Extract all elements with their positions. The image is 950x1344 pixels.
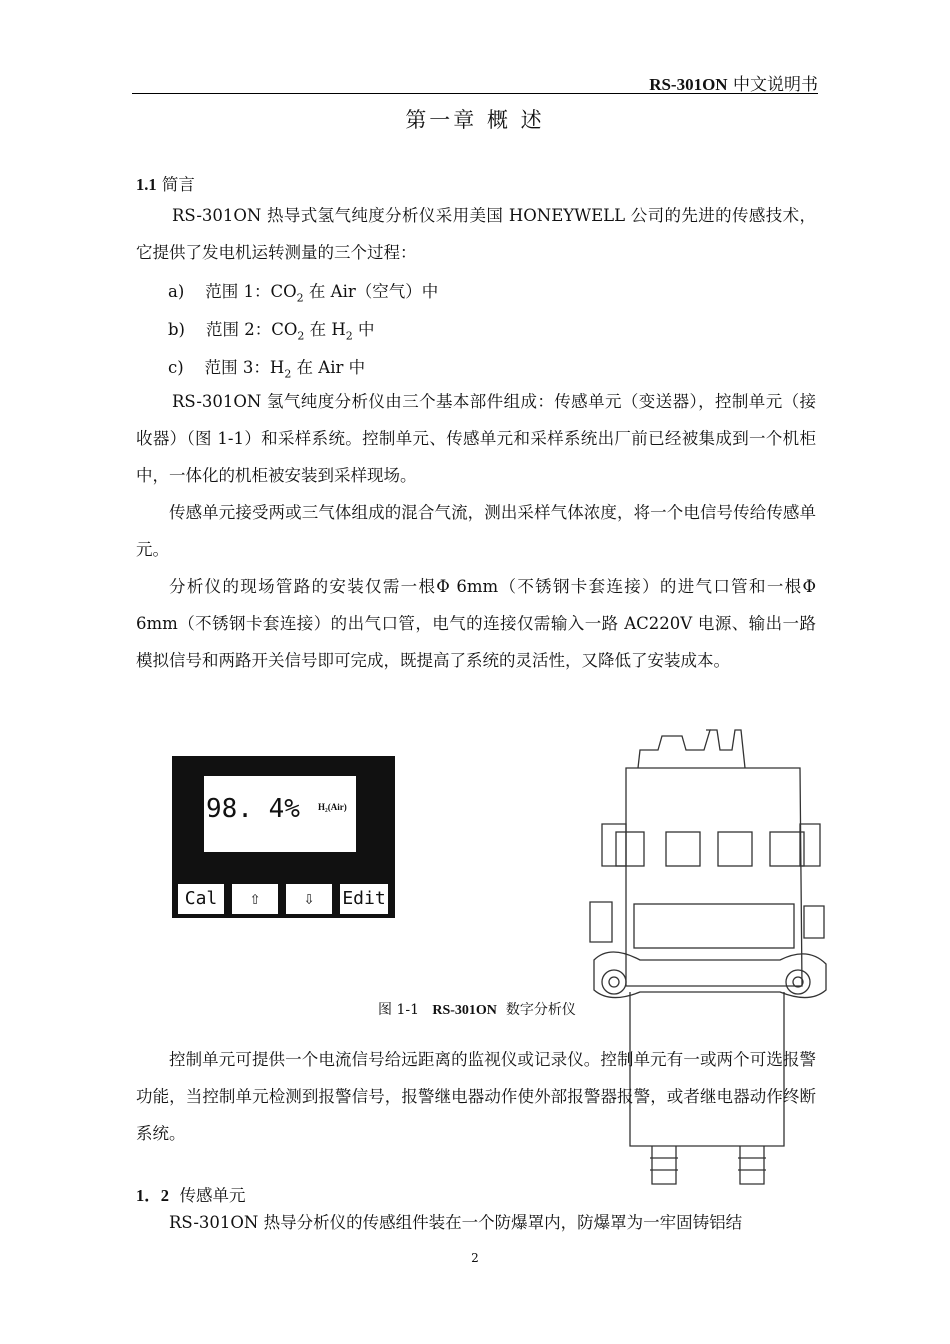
range-text: H xyxy=(269,358,285,377)
section-number: 1．2 xyxy=(136,1186,169,1205)
paragraph-control-unit: 控制单元可提供一个电流信号给远距离的监视仪或记录仪。控制单元有一或两个可选报警功能，当控制单元检测到报警信号，报警继电器动作使外部报警器报警，或者继电器动作终断系统。 xyxy=(136,1050,816,1143)
figure-text: 数字分析仪 xyxy=(505,1002,576,1018)
range-text: 在 Air 中 xyxy=(291,358,366,377)
housing-upper-body xyxy=(626,768,802,986)
header-model: RS-301ON xyxy=(649,75,728,94)
range-sub: 2 xyxy=(297,329,305,343)
paragraph-installation: 分析仪的现场管路的安装仅需一根Φ 6mm（不锈钢卡套连接）的进气口管和一根Φ 6mm（不锈钢卡套连接）的出气口管，电气的连接仅需输入一路 AC220V 电源、输出一路模拟信号和两路开关信号即可完成，既提高了系统的灵活性，又降低了安装成本。 xyxy=(136,577,816,670)
range-sub: 2 xyxy=(284,367,292,381)
range-text: 中 xyxy=(352,320,375,339)
running-header xyxy=(132,70,818,95)
mounting-flange xyxy=(594,952,826,998)
figure-number: 图 1-1 xyxy=(378,1002,419,1018)
range-item-c xyxy=(168,354,365,380)
cal-key[interactable]: Cal xyxy=(178,884,224,914)
range-label: 范围 3： xyxy=(204,358,270,377)
down-arrow-key[interactable]: ⇩ xyxy=(286,884,332,914)
range-text: CO xyxy=(270,282,297,301)
paragraph-intro: RS-301ON 热导式氢气纯度分析仪采用美国 HONEYWELL 公司的先进的传感技术，它提供了发电机运转测量的三个过程： xyxy=(136,206,816,262)
label-plate xyxy=(634,904,794,948)
conduit-bosses xyxy=(590,902,824,942)
reading-unit: H₂(Air) xyxy=(318,802,347,812)
section-title: 传感单元 xyxy=(179,1186,246,1205)
top-lug-right xyxy=(710,730,745,768)
purity-reading: 98. 4% xyxy=(206,794,300,824)
fitting-threads xyxy=(650,1158,766,1170)
range-label: 范围 2： xyxy=(205,320,272,339)
range-text: CO xyxy=(271,320,298,339)
mount-hole-right xyxy=(786,970,810,994)
page-number: 2 xyxy=(471,1251,479,1265)
window-1 xyxy=(616,832,644,866)
window-2 xyxy=(666,832,700,866)
side-bosses xyxy=(602,824,820,866)
up-arrow-key[interactable]: ⇧ xyxy=(232,884,278,914)
range-sub: 2 xyxy=(345,329,353,343)
header-rule xyxy=(132,93,818,94)
section-heading-1-1 xyxy=(136,171,195,195)
range-item-a xyxy=(168,278,438,304)
list-marker: b) xyxy=(168,320,185,339)
lcd-screen xyxy=(204,776,356,852)
range-text: 在 H xyxy=(304,320,346,339)
range-label: 范围 1： xyxy=(205,282,271,301)
section-number: 1.1 xyxy=(136,175,157,194)
section-heading-1-2 xyxy=(136,1182,246,1206)
mount-hole-left-inner xyxy=(609,977,619,987)
figure-caption xyxy=(378,999,576,1019)
mount-hole-left xyxy=(602,970,626,994)
list-marker: c) xyxy=(168,358,184,377)
figure-model: RS-301ON xyxy=(432,1003,497,1018)
range-item-b xyxy=(168,316,375,342)
window-4 xyxy=(770,832,804,866)
list-marker: a) xyxy=(168,282,185,301)
range-text: 在 Air（空气）中 xyxy=(303,282,439,301)
paragraph-sensing-unit: RS-301ON 热导分析仪的传感组件装在一个防爆罩内，防爆罩为一牢固铸铝结 xyxy=(169,1213,743,1232)
paragraph-sensing: 传感单元接受两或三气体组成的混合气流，测出采样气体浓度，将一个电信号传给传感单元。 xyxy=(136,503,816,559)
section-title: 简言 xyxy=(161,175,195,194)
edit-key[interactable]: Edit xyxy=(340,884,388,914)
paragraph-components: RS-301ON 氢气纯度分析仪由三个基本部件组成：传感单元（变送器），控制单元（接收器）（图 1-1）和采样系统。控制单元、传感单元和采样系统出厂前已经被集成到一个机柜中，一体化的机柜被安装到采样现场。 xyxy=(136,392,816,485)
top-lug-left xyxy=(638,730,710,768)
range-sub: 2 xyxy=(296,291,304,305)
window-3 xyxy=(718,832,752,866)
chapter-title: 第一章 概 述 xyxy=(405,108,545,132)
header-doc-title: 中文说明书 xyxy=(733,75,818,95)
digital-analyzer-display xyxy=(172,756,395,918)
